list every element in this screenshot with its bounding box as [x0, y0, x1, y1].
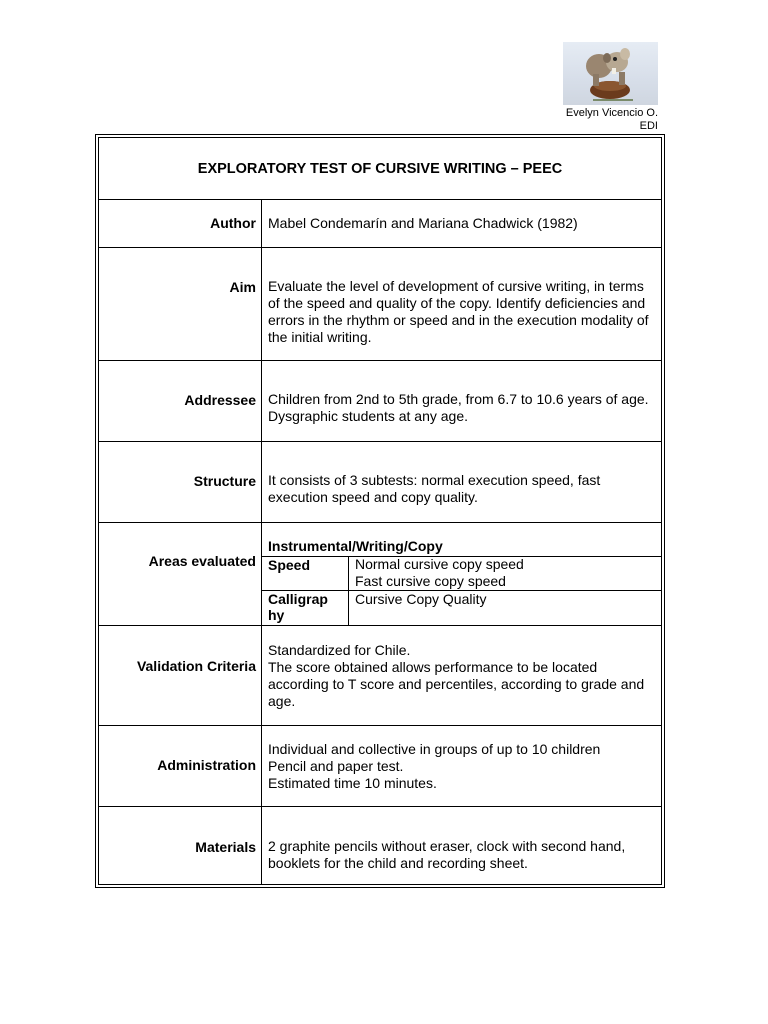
title-row [99, 138, 661, 200]
author-row [99, 200, 661, 248]
author-name: Evelyn Vicencio O. [565, 107, 658, 119]
calligraphy-item: Cursive Copy Quality [355, 591, 487, 607]
structure-label: Structure [193, 473, 256, 489]
addressee-row [99, 361, 661, 442]
validation-row [99, 626, 661, 726]
validation-line-1: Standardized for Chile. [268, 642, 411, 658]
aim-row [99, 248, 661, 361]
calligraphy-label [268, 591, 344, 623]
areas-column-divider [348, 556, 349, 625]
addressee-value: Children from 2nd to 5th grade, from 6.7 to 10.6 years of age. Dysgraphic students at any age. [268, 391, 649, 424]
author-unit: EDI [639, 120, 658, 132]
test-sheet [95, 134, 665, 888]
calligraphy-label-line2: hy [268, 607, 285, 623]
speed-item-fast: Fast cursive copy speed [355, 573, 506, 589]
materials-label: Materials [195, 839, 256, 855]
areas-heading: Instrumental/Writing/Copy [268, 538, 443, 554]
areas-label: Areas evaluated [148, 553, 256, 569]
author-value: Mabel Condemarín and Mariana Chadwick (1982) [268, 215, 578, 231]
speed-item-normal: Normal cursive copy speed [355, 556, 524, 572]
author-signature [566, 107, 658, 133]
areas-row [99, 523, 661, 626]
administration-line-3: Estimated time 10 minutes. [268, 775, 437, 791]
materials-value: 2 graphite pencils without eraser, clock with second hand, booklets for the child and recording sheet. [268, 838, 626, 871]
author-label: Author [210, 215, 256, 231]
validation-line-2: The score obtained allows performance to be located according to T score and percentiles, according to grade and age. [268, 659, 645, 709]
validation-value [268, 642, 653, 710]
addressee-label: Addressee [184, 392, 256, 408]
speed-label: Speed [268, 557, 311, 573]
calligraphy-label-line1: Calligrap [268, 591, 328, 607]
administration-value [268, 741, 653, 792]
structure-row [99, 442, 661, 523]
materials-row [99, 807, 661, 885]
aim-value: Evaluate the level of development of cursive writing, in terms of the speed and quality of the copy. Identify deficiencies and errors in the rhythm or speed and in the execution modality of the initial writing. [268, 278, 649, 345]
aim-label: Aim [229, 279, 256, 295]
administration-row [99, 726, 661, 807]
administration-line-1: Individual and collective in groups of up to 10 children [268, 741, 601, 757]
administration-label: Administration [157, 757, 256, 773]
page-title: EXPLORATORY TEST OF CURSIVE WRITING – PEEC [197, 161, 563, 177]
validation-label: Validation Criteria [136, 658, 256, 674]
structure-value: It consists of 3 subtests: normal execution speed, fast execution speed and copy quality. [268, 472, 601, 505]
logo-image [563, 42, 658, 105]
administration-line-2: Pencil and paper test. [268, 758, 404, 774]
test-table [98, 137, 662, 885]
squirrel-with-acorn-logo [563, 42, 658, 105]
